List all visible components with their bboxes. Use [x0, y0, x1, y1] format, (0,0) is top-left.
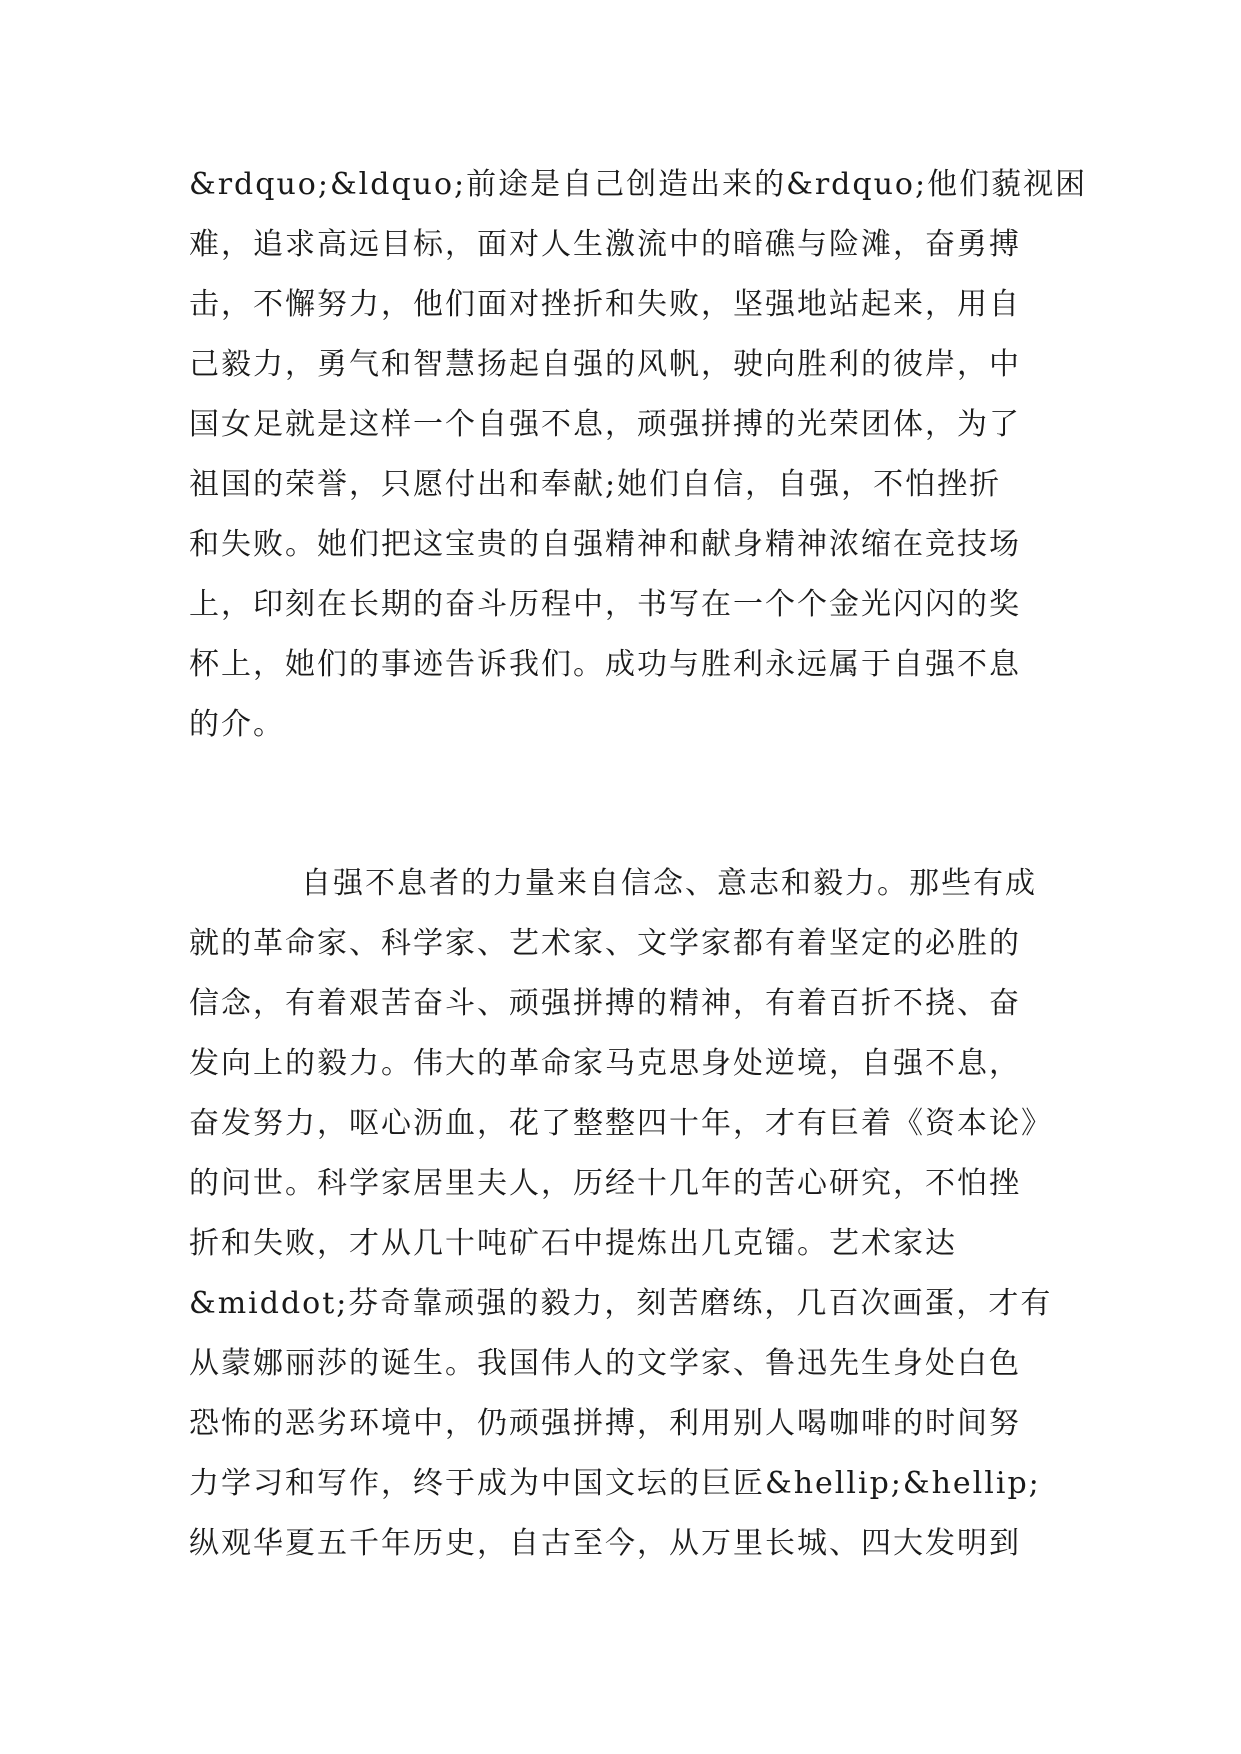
text-line: 恐怖的恶劣环境中，仍顽强拼搏，利用别人喝咖啡的时间努 — [189, 1406, 1021, 1441]
text-line: 从蒙娜丽莎的诞生。我国伟人的文学家、鲁迅先生身处白色 — [189, 1346, 1021, 1381]
text-line: 奋发努力，呕心沥血，花了整整四十年，才有巨着《资本论》 — [189, 1106, 1053, 1141]
text-line: 国女足就是这样一个自强不息，顽强拼搏的光荣团体，为了 — [189, 407, 1021, 442]
text-line: 折和失败，才从几十吨矿石中提炼出几克镭。艺术家达 — [189, 1226, 957, 1261]
text-line: 和失败。她们把这宝贵的自强精神和献身精神浓缩在竞技场 — [189, 527, 1021, 562]
text-line: 祖国的荣誉，只愿付出和奉献;她们自信，自强，不怕挫折 — [189, 467, 1002, 502]
text-line: 发向上的毅力。伟大的革命家马克思身处逆境，自强不息， — [189, 1046, 1021, 1081]
text-line: 自强不息者的力量来自信念、意志和毅力。那些有成 — [301, 866, 1037, 901]
text-line: 己毅力，勇气和智慧扬起自强的风帆，驶向胜利的彼岸，中 — [189, 347, 1021, 382]
text-line: 就的革命家、科学家、艺术家、文学家都有着坚定的必胜的 — [189, 926, 1021, 961]
text-line: 力学习和写作，终于成为中国文坛的巨匠&hellip;&hellip; — [189, 1466, 1041, 1501]
text-line: &rdquo;&ldquo;前途是自己创造出来的&rdquo;他们藐视困 — [189, 167, 1088, 202]
text-line: 的问世。科学家居里夫人，历经十几年的苦心研究，不怕挫 — [189, 1166, 1021, 1201]
text-line: 击，不懈努力，他们面对挫折和失败，坚强地站起来，用自 — [189, 287, 1021, 322]
text-line: 的介。 — [189, 707, 285, 742]
text-line: 难，追求高远目标，面对人生激流中的暗礁与险滩，奋勇搏 — [189, 227, 1021, 262]
text-line: 杯上，她们的事迹告诉我们。成功与胜利永远属于自强不息 — [189, 647, 1021, 682]
text-line: 纵观华夏五千年历史，自古至今，从万里长城、四大发明到 — [189, 1526, 1021, 1561]
text-line: 信念，有着艰苦奋斗、顽强拼搏的精神，有着百折不挠、奋 — [189, 986, 1021, 1021]
text-line: 上，印刻在长期的奋斗历程中，书写在一个个金光闪闪的奖 — [189, 587, 1021, 622]
text-line: &middot;芬奇靠顽强的毅力，刻苦磨练，几百次画蛋，才有 — [189, 1286, 1053, 1321]
